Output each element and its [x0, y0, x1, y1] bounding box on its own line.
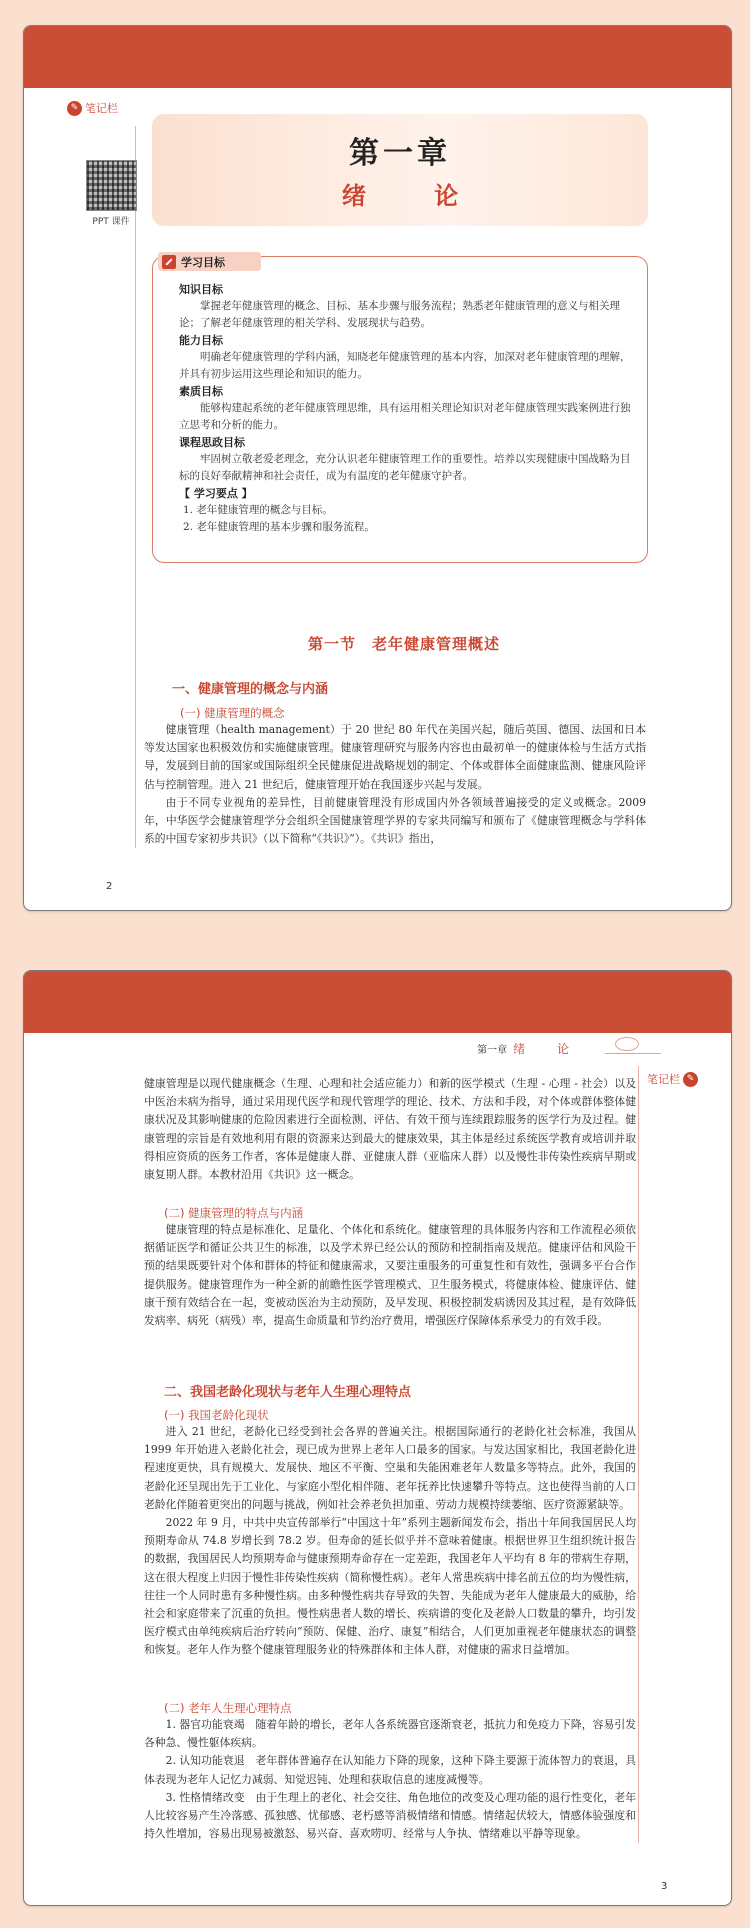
learning-objectives-tab: 学习目标	[158, 252, 261, 271]
heading-level-2: (二) 健康管理的特点与内涵	[164, 1206, 304, 1220]
chapter-number: 第一章	[349, 136, 451, 171]
body-text	[144, 1423, 636, 1660]
chapter-header	[152, 114, 648, 226]
page-2	[23, 25, 732, 911]
margin-rule	[135, 126, 136, 848]
heading-level-1: 二、我国老龄化现状与老年人生理心理特点	[164, 1385, 412, 1400]
key-point-item: 2. 老年健康管理的基本步骤和服务流程。	[183, 521, 375, 533]
body-text	[144, 1716, 636, 1843]
paragraph: 进入 21 世纪，老龄化已经受到社会各界的普遍关注。根据国际通行的老龄化社会标准，我国从 1999 年开始进入老龄化社会，现已成为世界上老年人口最多的国家。与发达国家相比，我国老龄化进程速度更快，具有规模大、发展快、地区不平衡、空巢和失能困难老年人数量多等特点。此外，我国的老龄化还呈现出先于工业化、与家庭小型化相伴随、老年抚养比快速攀升等特点。这也使得当前的人口老龄化伴随着更突出的问题与挑战，例如社会养老负担加重、劳动力规模持续萎缩、医疗资源紧缺等。	[144, 1425, 636, 1511]
pencil-icon: ✎	[67, 101, 82, 116]
page-number: 2	[106, 881, 113, 892]
qr-caption: PPT 课件	[92, 217, 130, 227]
objective-heading: 课程思政目标	[179, 436, 245, 449]
body-text	[144, 1221, 636, 1330]
learning-objectives-box	[152, 256, 648, 563]
paragraph: 健康管理是以现代健康概念（生理、心理和社会适应能力）和新的医学模式（生理 - 心理 - 社会）以及中医治未病为指导，通过采用现代医学和现代管理学的理论、技术、方法和手段，对个体或群体整体健康状况及其影响健康的危险因素进行全面检测、评估、有效干预与连续跟踪服务的医学行为及过程。健康管理的宗旨是有效地利用有限的资源来达到最大的健康效果，其主体是经过系统医学教育或培训并取得相应资质的医务工作者，客体是健康人群、亚健康人群（亚临床人群）以及慢性非传染性疾病早期或康复期人群。本教材沿用《共识》这一概念。	[144, 1077, 636, 1182]
key-points-heading: 【 学习要点 】	[179, 487, 253, 500]
objective-text: 明确老年健康管理的学科内涵，知晓老年健康管理的基本内容，加深对老年健康管理的理解，并具有初步运用这些理论和知识的能力。	[179, 351, 631, 380]
cloud-ornament-icon	[605, 1035, 661, 1054]
heading-level-2: (二) 老年人生理心理特点	[164, 1701, 292, 1715]
heading-level-2: (一) 我国老龄化现状	[164, 1408, 269, 1422]
objective-text: 能够构建起系统的老年健康管理思维，具有运用相关理论知识对老年健康管理实践案例进行独立思考和分析的能力。	[179, 402, 631, 431]
section-title: 第一节 老年健康管理概述	[307, 635, 500, 653]
pencil-icon: ✎	[683, 1072, 698, 1087]
heading-level-1: 一、健康管理的概念与内涵	[172, 682, 329, 697]
body-text	[144, 721, 646, 848]
paragraph: 1. 器官功能衰竭 随着年龄的增长，老年人各系统器官逐渐衰老，抵抗力和免疫力下降，容易引发各种急、慢性躯体疾病。	[144, 1718, 636, 1750]
heading-level-2: (一) 健康管理的概念	[180, 706, 285, 720]
body-text	[144, 1075, 636, 1184]
key-point-item: 1. 老年健康管理的概念与目标。	[183, 504, 333, 516]
objective-heading: 知识目标	[179, 283, 223, 296]
qr-code[interactable]	[86, 160, 137, 211]
objectives-body	[179, 281, 639, 536]
header-band	[24, 971, 731, 1033]
objective-heading: 素质目标	[179, 385, 223, 398]
paragraph: 健康管理的特点是标准化、足量化、个体化和系统化。健康管理的具体服务内容和工作流程必须依据循证医学和循证公共卫生的标准，以及学术界已经公认的预防和控制指南及规范。健康评估和风险干预的结果既要针对个体和群体的特征和健康需求，又要注重服务的可重复性和有效性，强调多平台合作提供服务。健康管理作为一种全新的前瞻性医学管理模式、卫生服务模式，将健康体检、健康评估、健康干预有效结合在一起，变被动医治为主动预防，及早发现、积极控制发病诱因及其过程，是有效降低发病率、病死（病残）率，提高生命质量和节约治疗费用，增强医疗保障体系承受力的有效手段。	[144, 1223, 636, 1328]
objective-heading: 能力目标	[179, 334, 223, 347]
objective-text: 掌握老年健康管理的概念、目标、基本步骤与服务流程；熟悉老年健康管理的意义与相关理论；了解老年健康管理的相关学科、发展现状与趋势。	[179, 300, 620, 329]
paragraph: 健康管理（health management）于 20 世纪 80 年代在美国兴起，随后英国、德国、法国和日本等发达国家也积极效仿和实施健康管理。健康管理研究与服务内容也由最初单一的健康体检与生活方式指导，发展到目前的国家或国际组织全民健康促进战略规划的制定、个体或群体全面健康监测、健康风险评估与控制管理。进入 21 世纪后，健康管理开始在我国逐步兴起与发展。	[144, 723, 646, 791]
paragraph: 由于不同专业视角的差异性，目前健康管理没有形成国内外各领域普遍接受的定义或概念。2009 年，中华医学会健康管理学分会组织全国健康管理学界的专家共同编写和颁布了《健康管理概念与学科体系的中国专家初步共识》（以下简称“《共识》”）。《共识》指出，	[144, 795, 646, 846]
header-band	[24, 26, 731, 88]
running-head	[477, 1040, 583, 1057]
edit-icon	[162, 255, 176, 269]
chapter-title: 绪 论	[341, 181, 489, 210]
margin-rule	[638, 1066, 639, 1843]
paragraph: 2. 认知功能衰退 老年群体普遍存在认知能力下降的现象，这种下降主要源于流体智力的衰退，具体表现为老年人记忆力减弱、知觉迟钝、处理和获取信息的速度减慢等。	[144, 1754, 636, 1786]
page-number: 3	[661, 1881, 668, 1892]
running-head-title: 绪 论	[513, 1042, 583, 1056]
objective-text: 牢固树立敬老爱老理念，充分认识老年健康管理工作的重要性。培养以实现健康中国战略为目标的良好奉献精神和社会责任，成为有温度的老年健康守护者。	[179, 453, 631, 482]
notes-sidebar-label: ✎ 笔记栏	[67, 100, 118, 116]
page-3	[23, 970, 732, 1906]
paragraph: 2022 年 9 月，中共中央宣传部举行“中国这十年”系列主题新闻发布会，指出十年间我国居民人均预期寿命从 74.8 岁增长到 78.2 岁。但寿命的延长似乎并不意味着健康。根据世界卫生组织统计报告的数据，我国居民人均预期寿命与健康预期寿命存在一定差距，我国老年人平均有 8 年的带病生存期，这在很大程度上归因于慢性非传染性疾病（简称慢性病）。老年人常患疾病中排名前五位的均为慢性病，往往一个人同时患有多种慢性病。由多种慢性病共存导致的失智、失能成为老年人健康最大的威胁，给社会和家庭带来了沉重的负担。慢性病患者人数的增长、疾病谱的变化及老龄人口数量的攀升，均引发医疗模式由单纯疾病后治疗转向“预防、保健、治疗、康复”相结合，人们更加重视老年健康状态的调整和恢复。老年人作为整个健康管理服务业的特殊群体和主体人群，对健康的需求日益增加。	[144, 1516, 636, 1657]
paragraph: 3. 性格情绪改变 由于生理上的老化、社会交往、角色地位的改变及心理功能的退行性变化，老年人比较容易产生冷落感、孤独感、忧郁感、老朽感等消极情绪和情感。情绪起伏较大，情感体验强度和持久性增加，容易出现易被激怒、易兴奋、喜欢唠叨、经常与人争执、情绪难以平静等现象。	[144, 1790, 636, 1841]
notes-sidebar-label: 笔记栏 ✎	[647, 1071, 698, 1087]
running-head-chapter: 第一章	[477, 1045, 508, 1056]
